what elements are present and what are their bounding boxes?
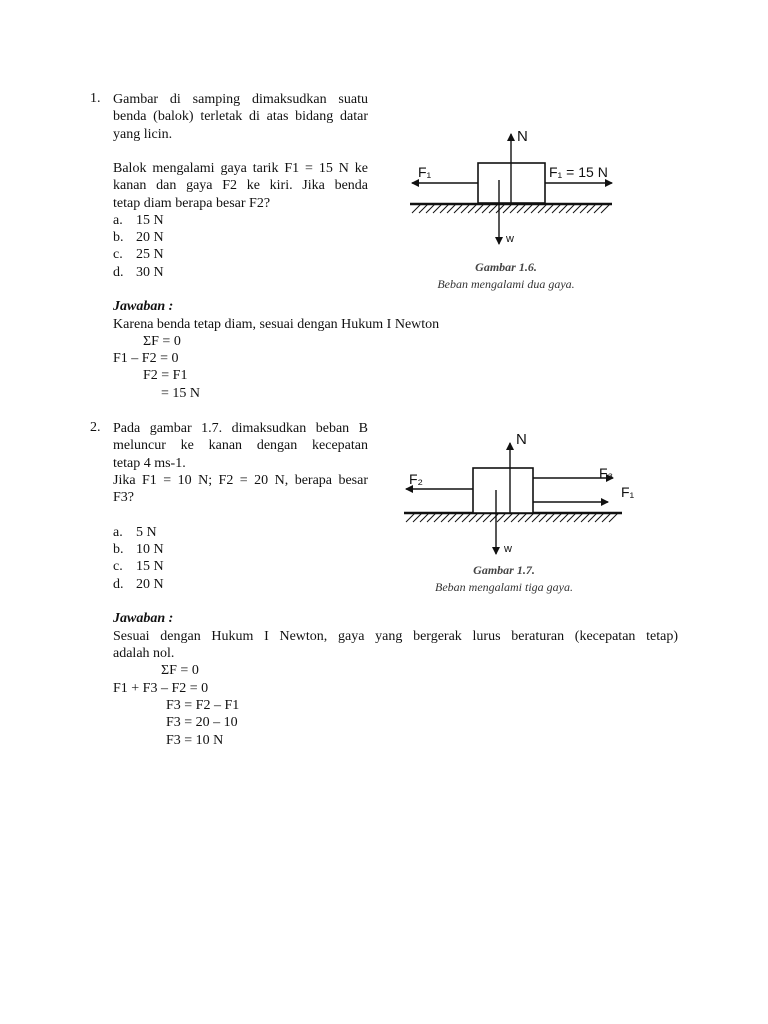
option-letter: c. bbox=[113, 559, 123, 574]
option-text: 25 N bbox=[136, 247, 164, 262]
question-2-number: 2. bbox=[90, 420, 101, 435]
question-2-answer-line: F1 + F3 – F2 = 0 bbox=[113, 681, 209, 696]
option-text: 10 N bbox=[136, 542, 164, 557]
question-2-body-line: F3? bbox=[113, 490, 134, 506]
figure-1-6-caption-title: Gambar 1.6. bbox=[475, 260, 537, 274]
question-1-body-line: kanan dan gaya F2 ke kiri. Jika benda bbox=[113, 178, 368, 194]
option-letter: b. bbox=[113, 230, 124, 245]
option-text: 15 N bbox=[136, 559, 164, 574]
option-text: 30 N bbox=[136, 265, 164, 280]
question-2-answer-line: F3 = F2 – F1 bbox=[166, 698, 240, 713]
question-2-answer-line: F3 = 20 – 10 bbox=[166, 715, 238, 730]
question-1-body-line: tetap diam berapa besar F2? bbox=[113, 195, 271, 211]
figure-1-7-caption-title: Gambar 1.7. bbox=[473, 563, 535, 577]
question-1-number: 1. bbox=[90, 91, 101, 106]
figure-1-6-caption-subtitle: Beban mengalami dua gaya. bbox=[437, 277, 575, 291]
figure-1-7-label-f3: F₃ bbox=[599, 465, 614, 481]
question-1-answer-line: Karena benda tetap diam, sesuai dengan Hukum I Newton bbox=[113, 317, 440, 332]
question-2-answer-line: adalah nol. bbox=[113, 646, 175, 661]
figure-1-7-label-w: w bbox=[504, 543, 512, 555]
question-1-answer-heading: Jawaban : bbox=[113, 299, 174, 314]
option-text: 20 N bbox=[136, 230, 164, 245]
figure-1-7-label-f1: F₁ bbox=[621, 484, 635, 500]
question-2-body-line: Pada gambar 1.7. dimaksudkan beban B bbox=[113, 421, 368, 436]
question-1-answer-line: = 15 N bbox=[161, 386, 201, 401]
question-1-answer-line: F1 – F2 = 0 bbox=[113, 351, 179, 366]
figure-1-6-label-w: w bbox=[506, 233, 514, 245]
figure-1-6-label-f1-left: F₁ bbox=[418, 164, 432, 180]
question-2-answer-line: F3 = 10 N bbox=[166, 733, 224, 748]
option-text: 20 N bbox=[136, 577, 164, 592]
figure-1-7-caption-subtitle: Beban mengalami tiga gaya. bbox=[435, 580, 573, 594]
figure-1-6-label-n: N bbox=[517, 128, 528, 145]
block bbox=[473, 468, 533, 513]
question-2-answer-line: Sesuai dengan Hukum I Newton, gaya yang bergerak lurus beraturan (kecepatan tetap) bbox=[113, 629, 678, 644]
option-letter: d. bbox=[113, 577, 124, 592]
question-1-body-line: Balok mengalami gaya tarik F1 = 15 N ke bbox=[113, 161, 368, 176]
figure-1-7-label-f2: F₂ bbox=[409, 471, 423, 487]
question-1-answer-line: ΣF = 0 bbox=[143, 334, 181, 349]
figure-1-6-label-f1-right: F₁ = 15 N bbox=[549, 164, 608, 180]
question-2-answer-heading: Jawaban : bbox=[113, 611, 174, 626]
question-1-intro-line: Gambar di samping dimaksudkan suatu bbox=[113, 92, 368, 107]
question-1-answer-line: F2 = F1 bbox=[143, 368, 188, 383]
question-1-intro-line: yang licin. bbox=[113, 126, 173, 142]
question-1-intro-line: benda (balok) terletak di atas bidang datar bbox=[113, 109, 368, 125]
ground-hatching bbox=[404, 513, 622, 522]
option-text: 5 N bbox=[136, 525, 157, 540]
option-letter: a. bbox=[113, 213, 123, 228]
figure-1-7-label-n: N bbox=[516, 431, 527, 448]
question-2-body-line: Jika F1 = 10 N; F2 = 20 N, berapa besar bbox=[113, 472, 368, 488]
option-letter: c. bbox=[113, 247, 123, 262]
option-letter: a. bbox=[113, 525, 123, 540]
option-text: 15 N bbox=[136, 213, 164, 228]
question-2-body-line: tetap 4 ms-1. bbox=[113, 455, 186, 471]
option-letter: b. bbox=[113, 542, 124, 557]
question-2-body-line: meluncur ke kanan dengan kecepatan bbox=[113, 438, 368, 454]
question-2-answer-line: ΣF = 0 bbox=[161, 663, 199, 678]
option-letter: d. bbox=[113, 265, 124, 280]
